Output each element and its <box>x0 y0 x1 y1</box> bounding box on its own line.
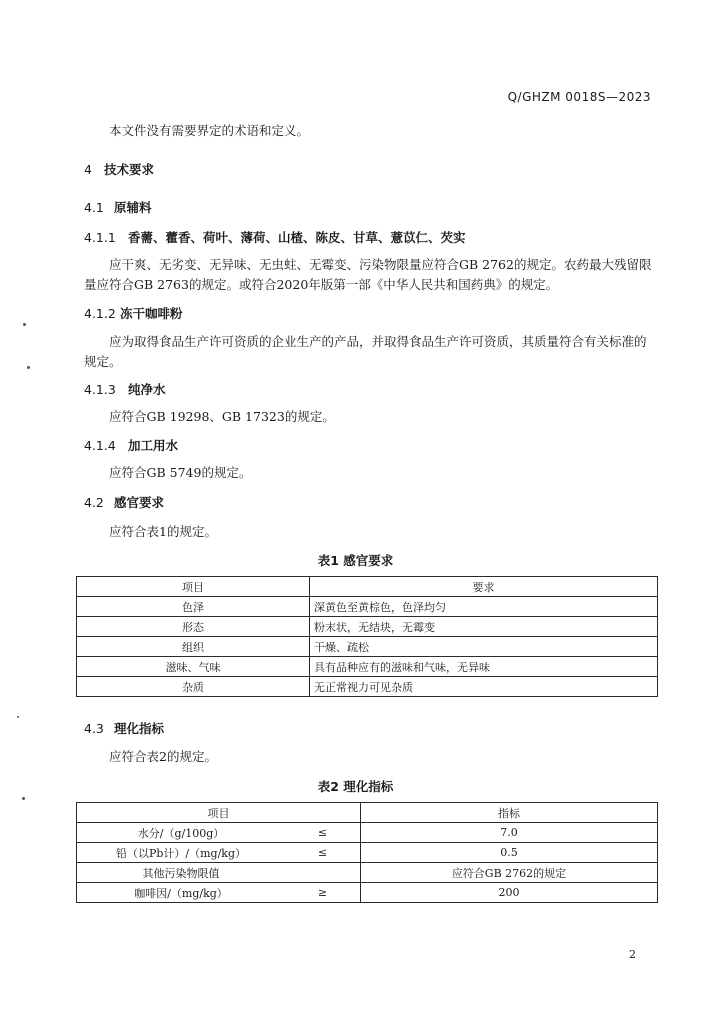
scan-speck <box>17 716 19 718</box>
sec-4-2-body: 应符合表1的规定。 <box>109 524 217 539</box>
section-4-3-heading <box>84 719 164 737</box>
section-number: 4 <box>84 162 92 177</box>
section-4-1-2-heading <box>84 304 183 322</box>
table-cell-operator: ≤ <box>285 843 361 863</box>
section-title: 香薷、藿香、荷叶、薄荷、山楂、陈皮、甘草、薏苡仁、芡实 <box>128 230 466 245</box>
section-4-2-heading <box>84 493 164 511</box>
table-2 <box>76 802 658 903</box>
table-row <box>77 657 658 677</box>
table-row <box>77 823 658 843</box>
section-4-1-heading <box>84 198 152 216</box>
section-title: 理化指标 <box>114 721 165 736</box>
table-cell: 杂质 <box>77 677 310 697</box>
section-4-1-1-heading <box>84 228 466 246</box>
table-1 <box>76 576 658 697</box>
section-number: 4.1.4 <box>84 438 116 453</box>
table-header-cell: 项目 <box>77 803 361 823</box>
table-1-caption: 表1 感官要求 <box>317 553 394 568</box>
table-cell: 咖啡因/（mg/kg） <box>77 883 286 903</box>
intro-text: 本文件没有需要界定的术语和定义。 <box>109 123 310 138</box>
table-cell: 7.0 <box>361 823 658 843</box>
table-2-caption: 表2 理化指标 <box>317 779 394 794</box>
page-number: 2 <box>629 948 636 961</box>
sec-4-1-4-body: 应符合GB 5749的规定。 <box>109 465 252 480</box>
section-number: 4.1.3 <box>84 382 116 397</box>
table-cell: 色泽 <box>77 597 310 617</box>
sec-4-1-1-line2: 量应符合GB 2763的规定。或符合2020年版第一部《中华人民共和国药典》的规定。 <box>84 277 559 292</box>
sec-4-3-body: 应符合表2的规定。 <box>109 749 217 764</box>
table-row <box>77 883 658 903</box>
table-cell: 水分/（g/100g） <box>77 823 286 843</box>
table-row <box>77 863 658 883</box>
section-title: 感官要求 <box>114 495 165 510</box>
table-cell: 滋味、气味 <box>77 657 310 677</box>
scan-speck <box>22 797 25 800</box>
table-cell: 铅（以Pb计）/（mg/kg） <box>77 843 286 863</box>
section-number: 4.2 <box>84 495 104 510</box>
section-title: 技术要求 <box>104 162 155 177</box>
section-4-1-3-heading <box>84 380 166 398</box>
table-row <box>77 617 658 637</box>
table-row <box>77 597 658 617</box>
section-title: 原辅料 <box>114 200 152 215</box>
sec-4-1-3-body: 应符合GB 19298、GB 17323的规定。 <box>109 409 335 424</box>
table-cell: 粉末状，无结块，无霉变 <box>310 617 658 637</box>
table-cell: 0.5 <box>361 843 658 863</box>
table-cell: 应符合GB 2762的规定 <box>361 863 658 883</box>
section-title: 加工用水 <box>128 438 179 453</box>
table-header-row <box>77 577 658 597</box>
table-cell: 深黄色至黄棕色，色泽均匀 <box>310 597 658 617</box>
section-4-heading <box>84 160 154 178</box>
table-cell: 形态 <box>77 617 310 637</box>
section-number: 4.1.2 <box>84 306 116 321</box>
table-cell: 无正常视力可见杂质 <box>310 677 658 697</box>
table-header-cell: 要求 <box>310 577 658 597</box>
table-cell: 200 <box>361 883 658 903</box>
sec-4-1-2-line1: 应为取得食品生产许可资质的企业生产的产品，并取得食品生产许可资质，其质量符合有关标准的 <box>109 334 647 349</box>
section-number: 4.3 <box>84 721 104 736</box>
table-cell: 干燥、疏松 <box>310 637 658 657</box>
table-cell-operator: ≤ <box>285 823 361 843</box>
sec-4-1-1-line1: 应干爽、无劣变、无异味、无虫蛀、无霉变、污染物限量应符合GB 2762的规定。农药最大残留限 <box>109 257 652 272</box>
sec-4-1-2-line2: 规定。 <box>84 354 122 369</box>
table-header-cell: 指标 <box>361 803 658 823</box>
scan-speck <box>27 366 30 369</box>
document-code: Q/GHZM 0018S—2023 <box>507 90 651 104</box>
table-row <box>77 677 658 697</box>
section-4-1-4-heading <box>84 436 178 454</box>
section-title: 冻干咖啡粉 <box>120 306 183 321</box>
table-cell: 具有品种应有的滋味和气味，无异味 <box>310 657 658 677</box>
table-row <box>77 637 658 657</box>
table-row <box>77 843 658 863</box>
section-number: 4.1 <box>84 200 104 215</box>
table-cell-operator: ≥ <box>285 883 361 903</box>
section-number: 4.1.1 <box>84 230 116 245</box>
table-cell: 其他污染物限值 <box>77 863 286 883</box>
table-cell-operator <box>285 863 361 883</box>
table-cell: 组织 <box>77 637 310 657</box>
section-title: 纯净水 <box>128 382 166 397</box>
table-header-cell: 项目 <box>77 577 310 597</box>
scan-speck <box>23 323 26 326</box>
table-header-row <box>77 803 658 823</box>
